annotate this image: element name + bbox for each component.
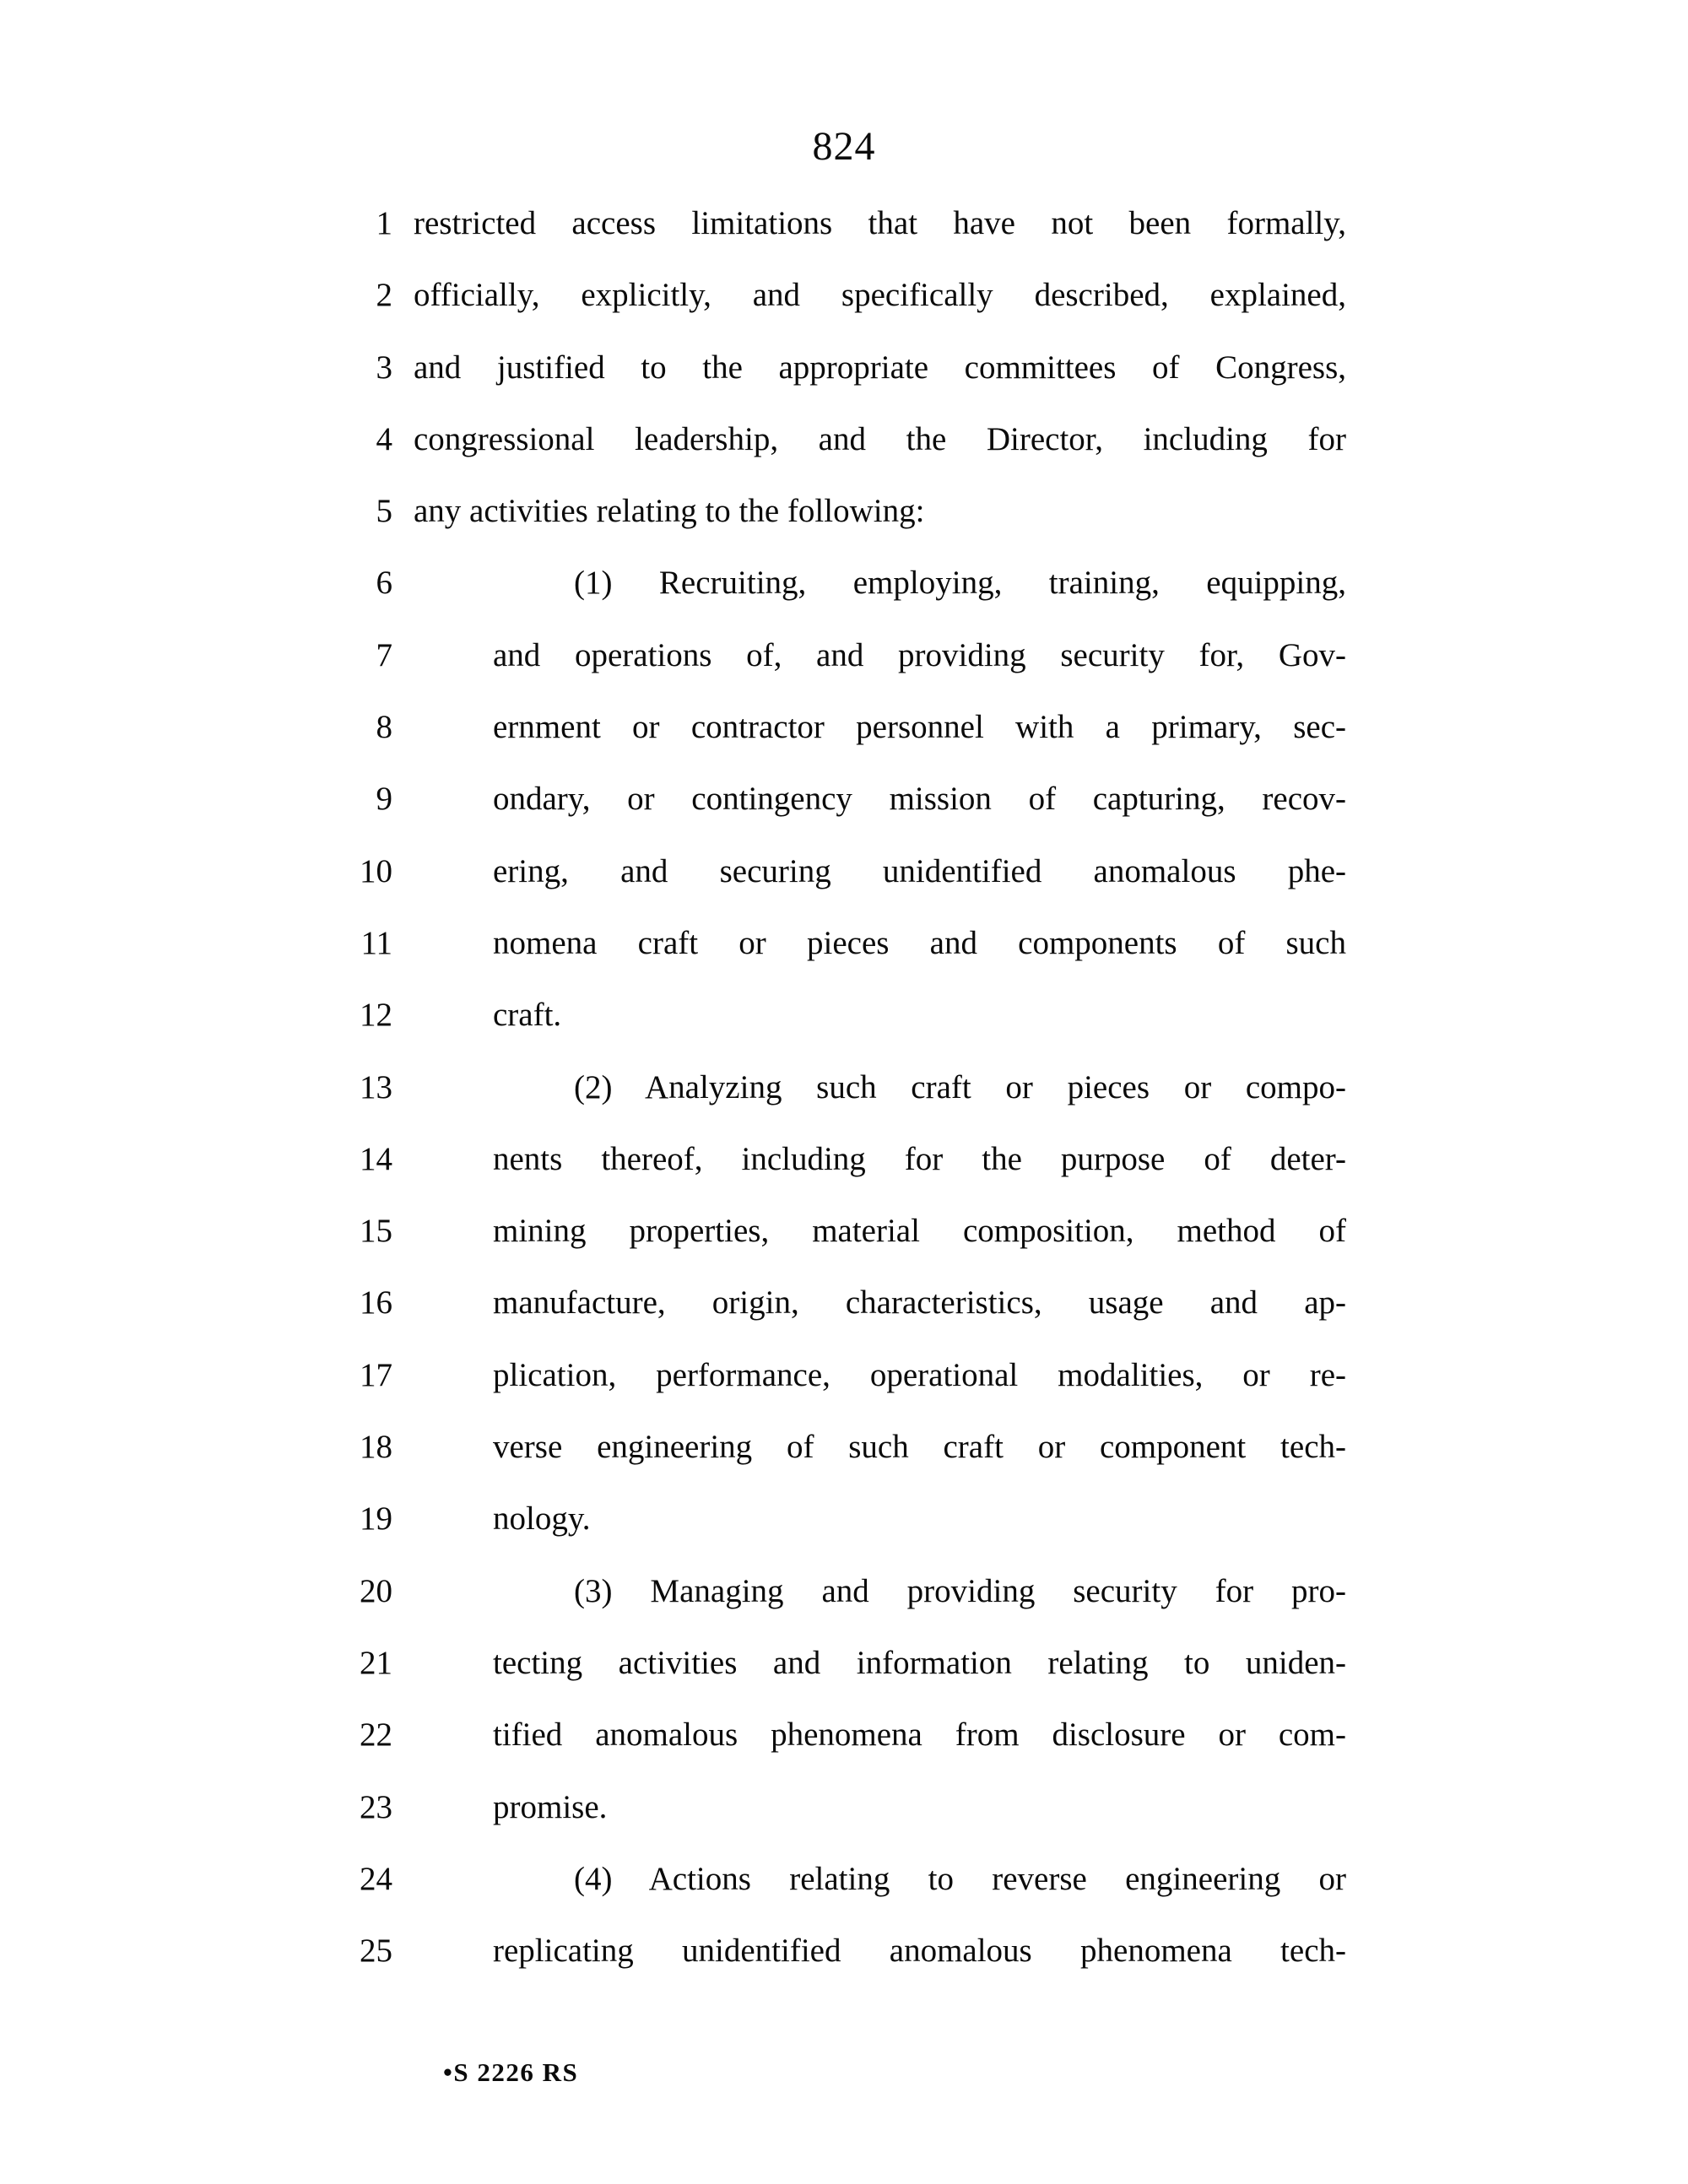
bill-line bbox=[338, 979, 1435, 1051]
line-number: 2 bbox=[376, 277, 392, 314]
bill-line bbox=[338, 475, 1435, 547]
bill-line bbox=[338, 187, 1435, 259]
bill-line bbox=[338, 547, 1435, 619]
line-text: (2) Analyzing such craft or pieces or compo- bbox=[574, 1068, 1346, 1106]
line-text: mining properties, material composition, method of bbox=[493, 1213, 1346, 1250]
line-number: 5 bbox=[376, 493, 392, 530]
line-text: any activities relating to the following: bbox=[414, 493, 925, 530]
line-number: 1 bbox=[376, 205, 392, 241]
line-number: 13 bbox=[360, 1068, 392, 1106]
line-text: ernment or contractor personnel with a primary, sec- bbox=[493, 709, 1346, 746]
bill-line bbox=[338, 907, 1435, 979]
bill-text-block bbox=[338, 187, 1435, 1987]
line-number: 4 bbox=[376, 420, 392, 457]
line-number: 23 bbox=[360, 1788, 392, 1825]
bill-line bbox=[338, 1483, 1435, 1554]
bill-line bbox=[338, 1051, 1435, 1123]
line-text: tified anomalous phenomena from disclosure or com- bbox=[493, 1716, 1346, 1754]
line-number: 9 bbox=[376, 781, 392, 818]
bill-line bbox=[338, 403, 1435, 475]
line-number: 22 bbox=[360, 1716, 392, 1754]
line-number: 11 bbox=[360, 924, 392, 961]
bill-line bbox=[338, 332, 1435, 403]
line-text: congressional leadership, and the Director, including for bbox=[414, 420, 1346, 457]
bill-line bbox=[338, 1267, 1435, 1338]
line-text: (1) Recruiting, employing, training, equipping, bbox=[574, 565, 1346, 602]
line-number: 8 bbox=[376, 709, 392, 746]
line-number: 20 bbox=[360, 1572, 392, 1609]
line-text: officially, explicitly, and specifically described, explained, bbox=[414, 277, 1346, 314]
bill-line bbox=[338, 1915, 1435, 1987]
line-number: 16 bbox=[360, 1284, 392, 1322]
line-number: 10 bbox=[360, 852, 392, 889]
line-number: 24 bbox=[360, 1860, 392, 1897]
line-number: 7 bbox=[376, 636, 392, 673]
bill-line bbox=[338, 691, 1435, 763]
bill-line bbox=[338, 1627, 1435, 1699]
line-number: 14 bbox=[360, 1140, 392, 1177]
bill-footer-stamp: •S 2226 RS bbox=[443, 2057, 579, 2087]
line-text: replicating unidentified anomalous phenomena tech- bbox=[493, 1933, 1346, 1970]
bill-line bbox=[338, 1339, 1435, 1411]
line-text: restricted access limitations that have not been formally, bbox=[414, 205, 1346, 241]
bill-line bbox=[338, 1123, 1435, 1195]
line-text: promise. bbox=[493, 1788, 608, 1825]
bill-line bbox=[338, 1555, 1435, 1627]
bill-line bbox=[338, 1699, 1435, 1770]
line-number: 6 bbox=[376, 565, 392, 602]
bill-line bbox=[338, 835, 1435, 907]
line-text: nents thereof, including for the purpose of deter- bbox=[493, 1140, 1346, 1177]
line-text: manufacture, origin, characteristics, usage and ap- bbox=[493, 1284, 1346, 1322]
line-number: 3 bbox=[376, 349, 392, 386]
line-text: tecting activities and information relating to uniden- bbox=[493, 1644, 1346, 1681]
bill-line bbox=[338, 1771, 1435, 1843]
line-text: craft. bbox=[493, 997, 562, 1034]
bill-line bbox=[338, 619, 1435, 691]
line-text: plication, performance, operational modalities, or re- bbox=[493, 1356, 1346, 1393]
bill-line bbox=[338, 1411, 1435, 1483]
line-number: 19 bbox=[360, 1500, 392, 1538]
line-text: and justified to the appropriate committees of Congress, bbox=[414, 349, 1346, 386]
bill-line bbox=[338, 1195, 1435, 1267]
line-text: nology. bbox=[493, 1500, 591, 1538]
line-text: (4) Actions relating to reverse engineering or bbox=[574, 1860, 1346, 1897]
line-text: verse engineering of such craft or component tech- bbox=[493, 1429, 1346, 1466]
bill-line bbox=[338, 763, 1435, 835]
line-text: ering, and securing unidentified anomalous phe- bbox=[493, 852, 1346, 889]
bill-line bbox=[338, 1843, 1435, 1915]
line-number: 25 bbox=[360, 1933, 392, 1970]
line-number: 21 bbox=[360, 1644, 392, 1681]
page-number: 824 bbox=[812, 124, 876, 169]
line-text: (3) Managing and providing security for pro- bbox=[574, 1572, 1346, 1609]
line-text: nomena craft or pieces and components of such bbox=[493, 924, 1346, 961]
line-number: 18 bbox=[360, 1429, 392, 1466]
line-number: 17 bbox=[360, 1356, 392, 1393]
line-text: and operations of, and providing security for, Gov- bbox=[493, 636, 1346, 673]
bill-line bbox=[338, 259, 1435, 331]
line-text: ondary, or contingency mission of capturing, recov- bbox=[493, 781, 1346, 818]
line-number: 12 bbox=[360, 997, 392, 1034]
line-number: 15 bbox=[360, 1213, 392, 1250]
